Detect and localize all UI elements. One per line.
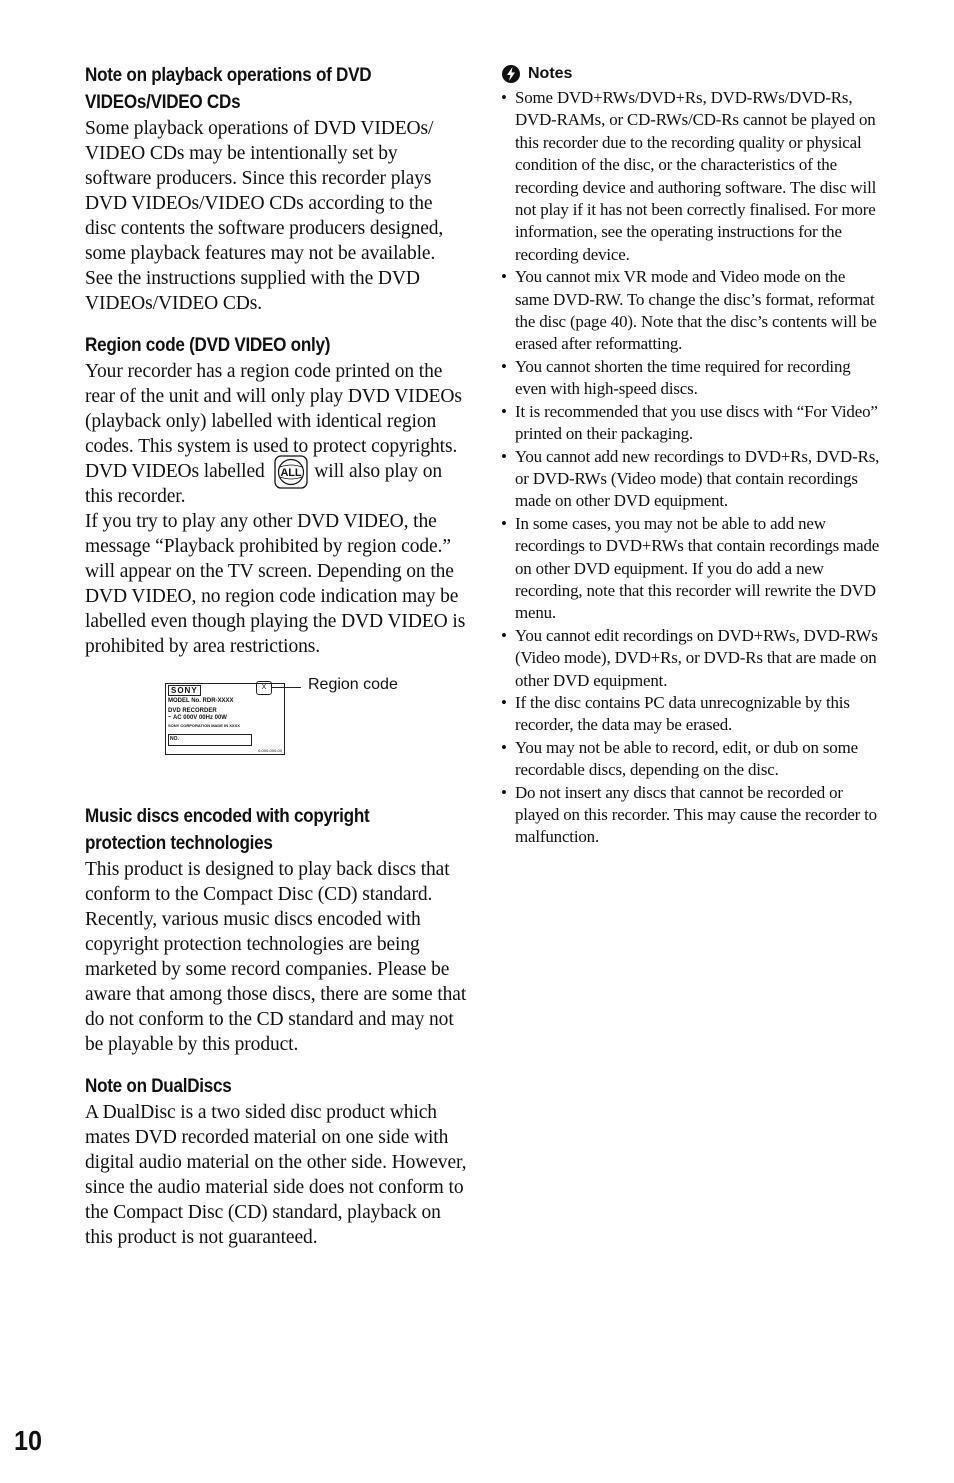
paragraph-playback-operations: Some playback operations of DVD VIDEOs/ VIDEO CDs may be intentionally set by software producers. Since this recorder plays DVD VIDEOs/VIDEO CDs according to the disc contents the software producers designed, some playback features may not be available. See the instructions supplied with the DVD VIDEOs/VIDEO CDs. bbox=[85, 118, 444, 314]
paragraph-music-cd-standard: This product is designed to play back discs that conform to the Compact Disc (CD) standard. bbox=[85, 859, 450, 905]
notes-icon bbox=[501, 64, 521, 84]
region-all-globe-icon bbox=[274, 455, 308, 489]
region-all-before: DVD VIDEOs labelled bbox=[85, 461, 265, 482]
left-column bbox=[85, 62, 467, 1266]
label-serial: 0-000-000-00 bbox=[257, 748, 282, 753]
label-power: ~ AC 000V 00Hz 00W bbox=[168, 715, 227, 721]
notes-title: Notes bbox=[528, 65, 573, 82]
region-all-logo-text: ALL bbox=[279, 466, 302, 479]
paragraph-region-prohibited: If you try to play any other DVD VIDEO, the message “Playback prohibited by region code.” will appear on the TV screen. Depending on the DVD VIDEO, no region code indication may be labelled even though playing the DVD VIDEO is prohibited by area restrictions. bbox=[85, 511, 466, 657]
note-item: • Some DVD+RWs/DVD+Rs, DVD-RWs/DVD-Rs, DVD-RAMs, or CD-RWs/CD-Rs cannot be played on this recorder due to the recording quality or physical condition of the disc, or the characteristics of the recording device and authoring software. The disc will not play if it has not been correctly finalised. For more information, see the operating instructions for the recording device. bbox=[501, 87, 883, 266]
notes-list bbox=[501, 87, 883, 849]
note-item: • You cannot add new recordings to DVD+Rs, DVD-Rs, or DVD-RWs (Video mode) that contain recordings made on other DVD equipment. bbox=[501, 446, 883, 513]
heading-dualdiscs: Note on DualDiscs bbox=[85, 1076, 232, 1097]
paragraph-region-all bbox=[85, 459, 467, 509]
heading-music-discs: Music discs encoded with copyright protection technologies bbox=[85, 806, 370, 854]
section-music-discs bbox=[85, 803, 467, 1057]
label-brand: SONY bbox=[168, 685, 201, 696]
paragraph-dualdiscs: A DualDisc is a two sided disc product which mates DVD recorded material on one side with digital audio material on the other side. However, since the audio material side does not conform to the Compact Disc (CD) standard, playback on this product is not guaranteed. bbox=[85, 1102, 467, 1248]
heading-region-code: Region code (DVD VIDEO only) bbox=[85, 335, 331, 356]
right-column bbox=[501, 62, 883, 849]
heading-playback-operations: Note on playback operations of DVD VIDEOs/VIDEO CDs bbox=[85, 65, 372, 113]
region-code-label-figure bbox=[85, 675, 467, 785]
note-item: • If the disc contains PC data unrecognizable by this recorder, the data may be erased. bbox=[501, 692, 883, 737]
note-item: • You cannot shorten the time required for recording even with high-speed discs. bbox=[501, 356, 883, 401]
note-item: • Do not insert any discs that cannot be recorded or played on this recorder. This may cause the recorder to malfunction. bbox=[501, 782, 883, 849]
region-code-callout: Region code bbox=[308, 676, 398, 693]
label-product: DVD RECORDER bbox=[168, 708, 217, 714]
region-code-mark: X bbox=[256, 681, 272, 695]
note-item: • It is recommended that you use discs with “For Video” printed on their packaging. bbox=[501, 401, 883, 446]
section-dualdiscs bbox=[85, 1073, 467, 1250]
region-all-after: will also play on this recorder. bbox=[85, 461, 443, 507]
label-serial-box bbox=[168, 734, 252, 746]
note-item: • In some cases, you may not be able to add new recordings to DVD+RWs that contain recordings made on other DVD equipment. If you do add a new recording, note that this recorder will rewrite the DVD menu. bbox=[501, 513, 883, 625]
paragraph-music-copy-protection: Recently, various music discs encoded with copyright protection technologies are being marketed by some record companies. Please be aware that among those discs, there are some that do not conform to the CD standard and may not be playable by this product. bbox=[85, 909, 467, 1055]
note-item: • You cannot mix VR mode and Video mode on the same DVD-RW. To change the disc’s format, reformat the disc (page 40). Note that the disc’s contents will be erased after reformatting. bbox=[501, 266, 883, 356]
label-maker: SONY CORPORATION MADE IN XXXX bbox=[168, 723, 240, 728]
region-code-callout-line bbox=[271, 687, 301, 688]
note-item: • You may not be able to record, edit, or dub on some recordable discs, depending on the disc. bbox=[501, 737, 883, 782]
label-model: MODEL No. RDR-XXXX bbox=[168, 698, 234, 704]
page-number: 10 bbox=[14, 1425, 43, 1456]
label-no: NO. bbox=[170, 736, 179, 742]
section-playback-operations bbox=[85, 62, 467, 316]
section-region-code bbox=[85, 332, 467, 659]
note-item: • You cannot edit recordings on DVD+RWs, DVD-RWs (Video mode), DVD+Rs, or DVD-Rs that are made on other DVD equipment. bbox=[501, 625, 883, 692]
paragraph-region-intro: Your recorder has a region code printed on the rear of the unit and will only play DVD VIDEOs (playback only) labelled with identical region codes. This system is used to protect copyrights. bbox=[85, 361, 462, 457]
notes-header bbox=[501, 62, 883, 86]
